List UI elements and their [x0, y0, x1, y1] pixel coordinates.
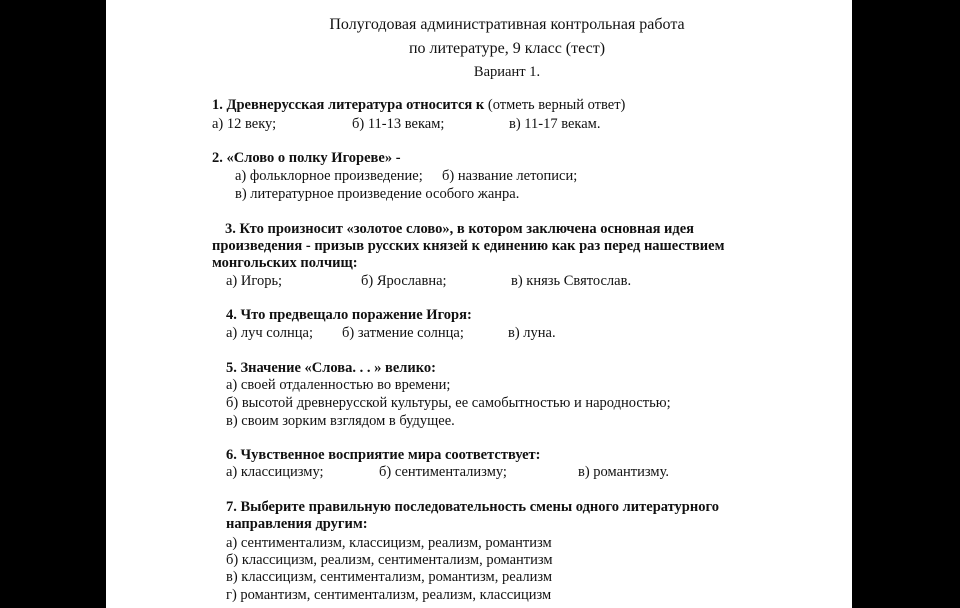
- document-page: [106, 0, 852, 608]
- q1-option-b: б) 11-13 векам;: [352, 116, 445, 132]
- q2-option-b: б) название летописи;: [442, 168, 578, 184]
- question-1-note: (отметь верный ответ): [487, 97, 626, 113]
- q3-option-a: а) Игорь;: [226, 273, 283, 289]
- variant-label: Вариант 1.: [473, 64, 541, 80]
- question-5-text: 5. Значение «Слова. . . » велико:: [226, 360, 437, 376]
- q1-option-c: в) 11-17 векам.: [509, 116, 601, 132]
- q3-option-c: в) князь Святослав.: [511, 273, 632, 289]
- q3-option-b: б) Ярославна;: [361, 273, 447, 289]
- doc-title-line2: по литературе, 9 класс (тест): [408, 40, 606, 57]
- q4-option-a: а) луч солнца;: [226, 325, 314, 341]
- question-3-line2: произведения - призыв русских князей к единению как раз перед нашествием: [212, 238, 725, 254]
- q5-option-c: в) своим зорким взглядом в будущее.: [226, 413, 455, 429]
- question-7-line2: направления другим:: [226, 516, 368, 532]
- question-3-line1: 3. Кто произносит «золотое слово», в котором заключена основная идея: [225, 221, 695, 237]
- question-4-text: 4. Что предвещало поражение Игоря:: [226, 307, 472, 323]
- question-2-text: 2. «Слово о полку Игореве» -: [212, 150, 401, 166]
- question-1: [212, 96, 625, 114]
- q5-option-b: б) высотой древнерусской культуры, ее самобытностью и народностью;: [226, 395, 671, 411]
- q7-option-d: г) романтизм, сентиментализм, реализм, классицизм: [226, 587, 552, 603]
- q4-option-b: б) затмение солнца;: [342, 325, 464, 341]
- q7-option-c: в) классицизм, сентиментализм, романтизм, реализм: [226, 569, 553, 585]
- q5-option-a: а) своей отдаленностью во времени;: [226, 377, 451, 393]
- q6-option-c: в) романтизму.: [578, 464, 670, 480]
- q1-option-a: а) 12 веку;: [212, 116, 277, 132]
- question-6-text: 6. Чувственное восприятие мира соответствует:: [226, 447, 541, 463]
- q7-option-b: б) классицизм, реализм, сентиментализм, романтизм: [226, 552, 553, 568]
- q2-option-c: в) литературное произведение особого жанра.: [235, 186, 520, 202]
- q6-option-a: а) классицизму;: [226, 464, 324, 480]
- question-7-line1: 7. Выберите правильную последовательность смены одного литературного: [226, 499, 719, 515]
- question-3-line3: монгольских полчищ:: [212, 255, 358, 271]
- q4-option-c: в) луна.: [508, 325, 556, 341]
- q2-option-a: а) фольклорное произведение;: [235, 168, 423, 184]
- question-1-text: 1. Древнерусская литература относится к: [212, 97, 485, 113]
- doc-title-line1: Полугодовая административная контрольная работа: [329, 16, 685, 33]
- q7-option-a: а) сентиментализм, классицизм, реализм, романтизм: [226, 535, 552, 551]
- q6-option-b: б) сентиментализму;: [379, 464, 507, 480]
